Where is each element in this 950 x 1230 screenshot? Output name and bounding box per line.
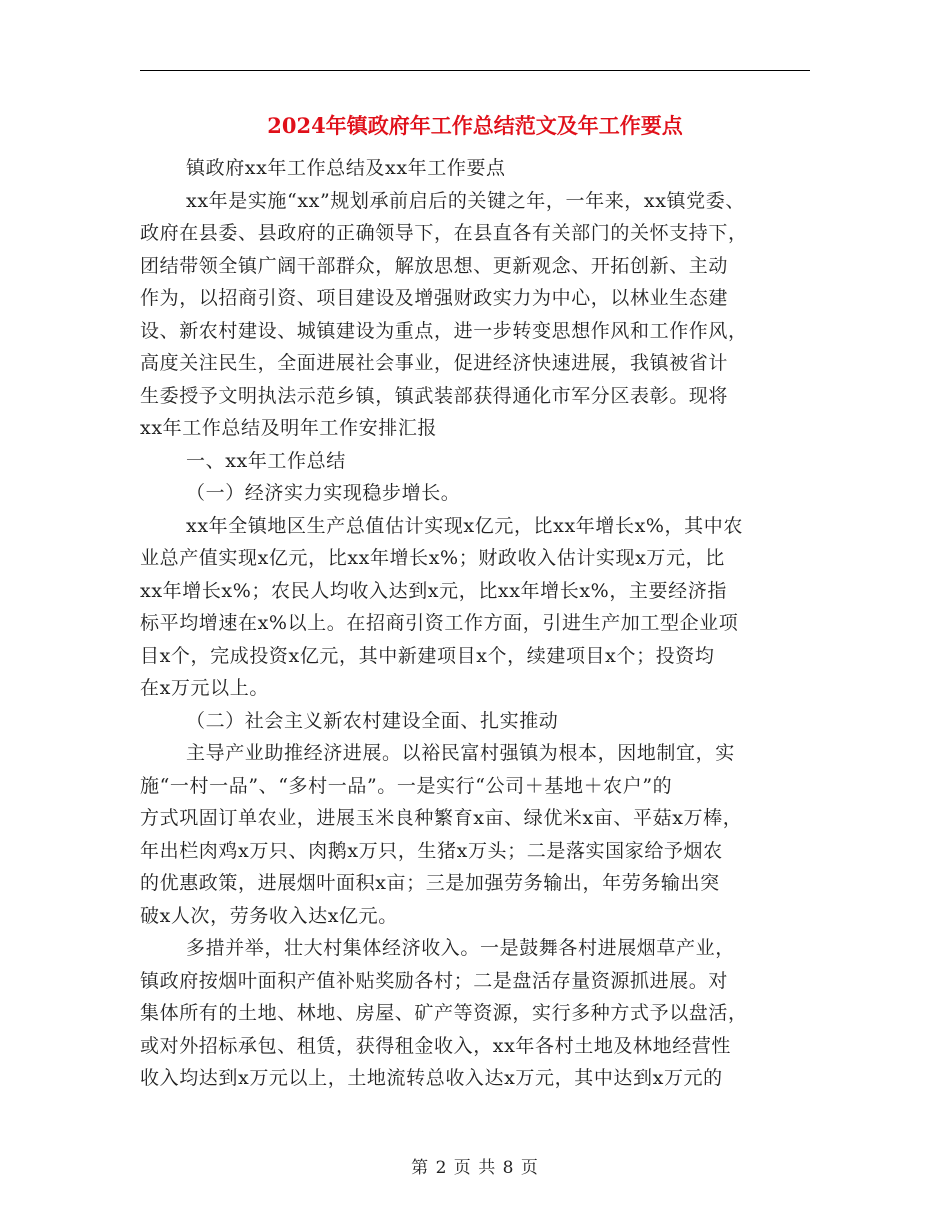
text-line: 收入均达到x万元以上，土地流转总收入达x万元，其中达到x万元的 — [140, 1067, 723, 1089]
page-number: 第 2 页 共 8 页 — [411, 1158, 539, 1178]
document-body — [140, 152, 830, 1095]
text-line: xx年是实施“xx”规划承前启后的关键之年，一年来，xx镇党委、 — [186, 189, 745, 212]
text-line: xx年工作总结及明年工作安排汇报 — [140, 417, 438, 439]
text-line: 目x个，完成投资x亿元，其中新建项目x个，续建项目x个；投资均 — [140, 644, 715, 667]
document-title: 2024年镇政府年工作总结范文及年工作要点 — [267, 113, 683, 138]
text-line: 生委授予文明执法示范乡镇，镇武装部获得通化市军分区表彰。现将 — [140, 384, 729, 407]
text-line: 主导产业助推经济进展。以裕民富村强镇为根本，因地制宜，实 — [186, 742, 735, 764]
text-line: 设、新农村建设、城镇建设为重点，进一步转变思想作风和工作作风， — [140, 319, 748, 342]
text-line: 方式巩固订单农业，进展玉米良种繁育x亩、绿优米x亩、平菇x万棒， — [140, 807, 743, 829]
text-line: （一）经济实力实现稳步增长。 — [186, 482, 461, 504]
text-line: 年出栏肉鸡x万只、肉鹅x万只，生猪x万头；二是落实国家给予烟农 — [140, 839, 723, 862]
text-line: 政府在县委、县政府的正确领导下，在县直各有关部门的关怀支持下， — [140, 222, 748, 244]
text-line: 镇政府按烟叶面积产值补贴奖励各村；二是盘活存量资源抓进展。对 — [140, 969, 729, 992]
text-line: 施“一村一品”、“多村一品”。一是实行“公司＋基地＋农户”的 — [140, 774, 673, 797]
text-line: 多措并举，壮大村集体经济收入。一是鼓舞各村进展烟草产业， — [186, 937, 735, 959]
text-line: 破x人次，劳务收入达x亿元。 — [140, 904, 398, 927]
text-line: 标平均增速在x%以上。在招商引资工作方面，引进生产加工型企业项 — [140, 612, 739, 634]
text-line: 集体所有的土地、林地、房屋、矿产等资源，实行多种方式予以盘活， — [140, 1002, 748, 1024]
text-line: xx年全镇地区生产总值估计实现x亿元，比xx年增长x%，其中农 — [186, 514, 743, 537]
text-line: （二）社会主义新农村建设全面、扎实推动 — [186, 709, 559, 732]
text-line: 在x万元以上。 — [140, 677, 269, 699]
header-rule — [140, 70, 810, 71]
text-line: 业总产值实现x亿元，比xx年增长x%；财政收入估计实现x万元，比 — [140, 547, 725, 569]
text-line: 镇政府xx年工作总结及xx年工作要点 — [186, 157, 506, 179]
text-line: xx年增长x%；农民人均收入达到x元，比xx年增长x%，主要经济指 — [140, 579, 727, 602]
text-line: 的优惠政策，进展烟叶面积x亩；三是加强劳务输出，年劳务输出突 — [140, 872, 720, 894]
text-line: 团结带领全镇广阔干部群众，解放思想、更新观念、开拓创新、主动 — [140, 254, 729, 277]
text-line: 或对外招标承包、租赁，获得租金收入，xx年各村土地及林地经营性 — [140, 1034, 732, 1057]
text-line: 一、xx年工作总结 — [186, 449, 346, 472]
text-line: 高度关注民生，全面进展社会事业，促进经济快速进展，我镇被省计 — [140, 352, 729, 374]
text-line: 作为，以招商引资、项目建设及增强财政实力为中心，以林业生态建 — [140, 287, 729, 309]
